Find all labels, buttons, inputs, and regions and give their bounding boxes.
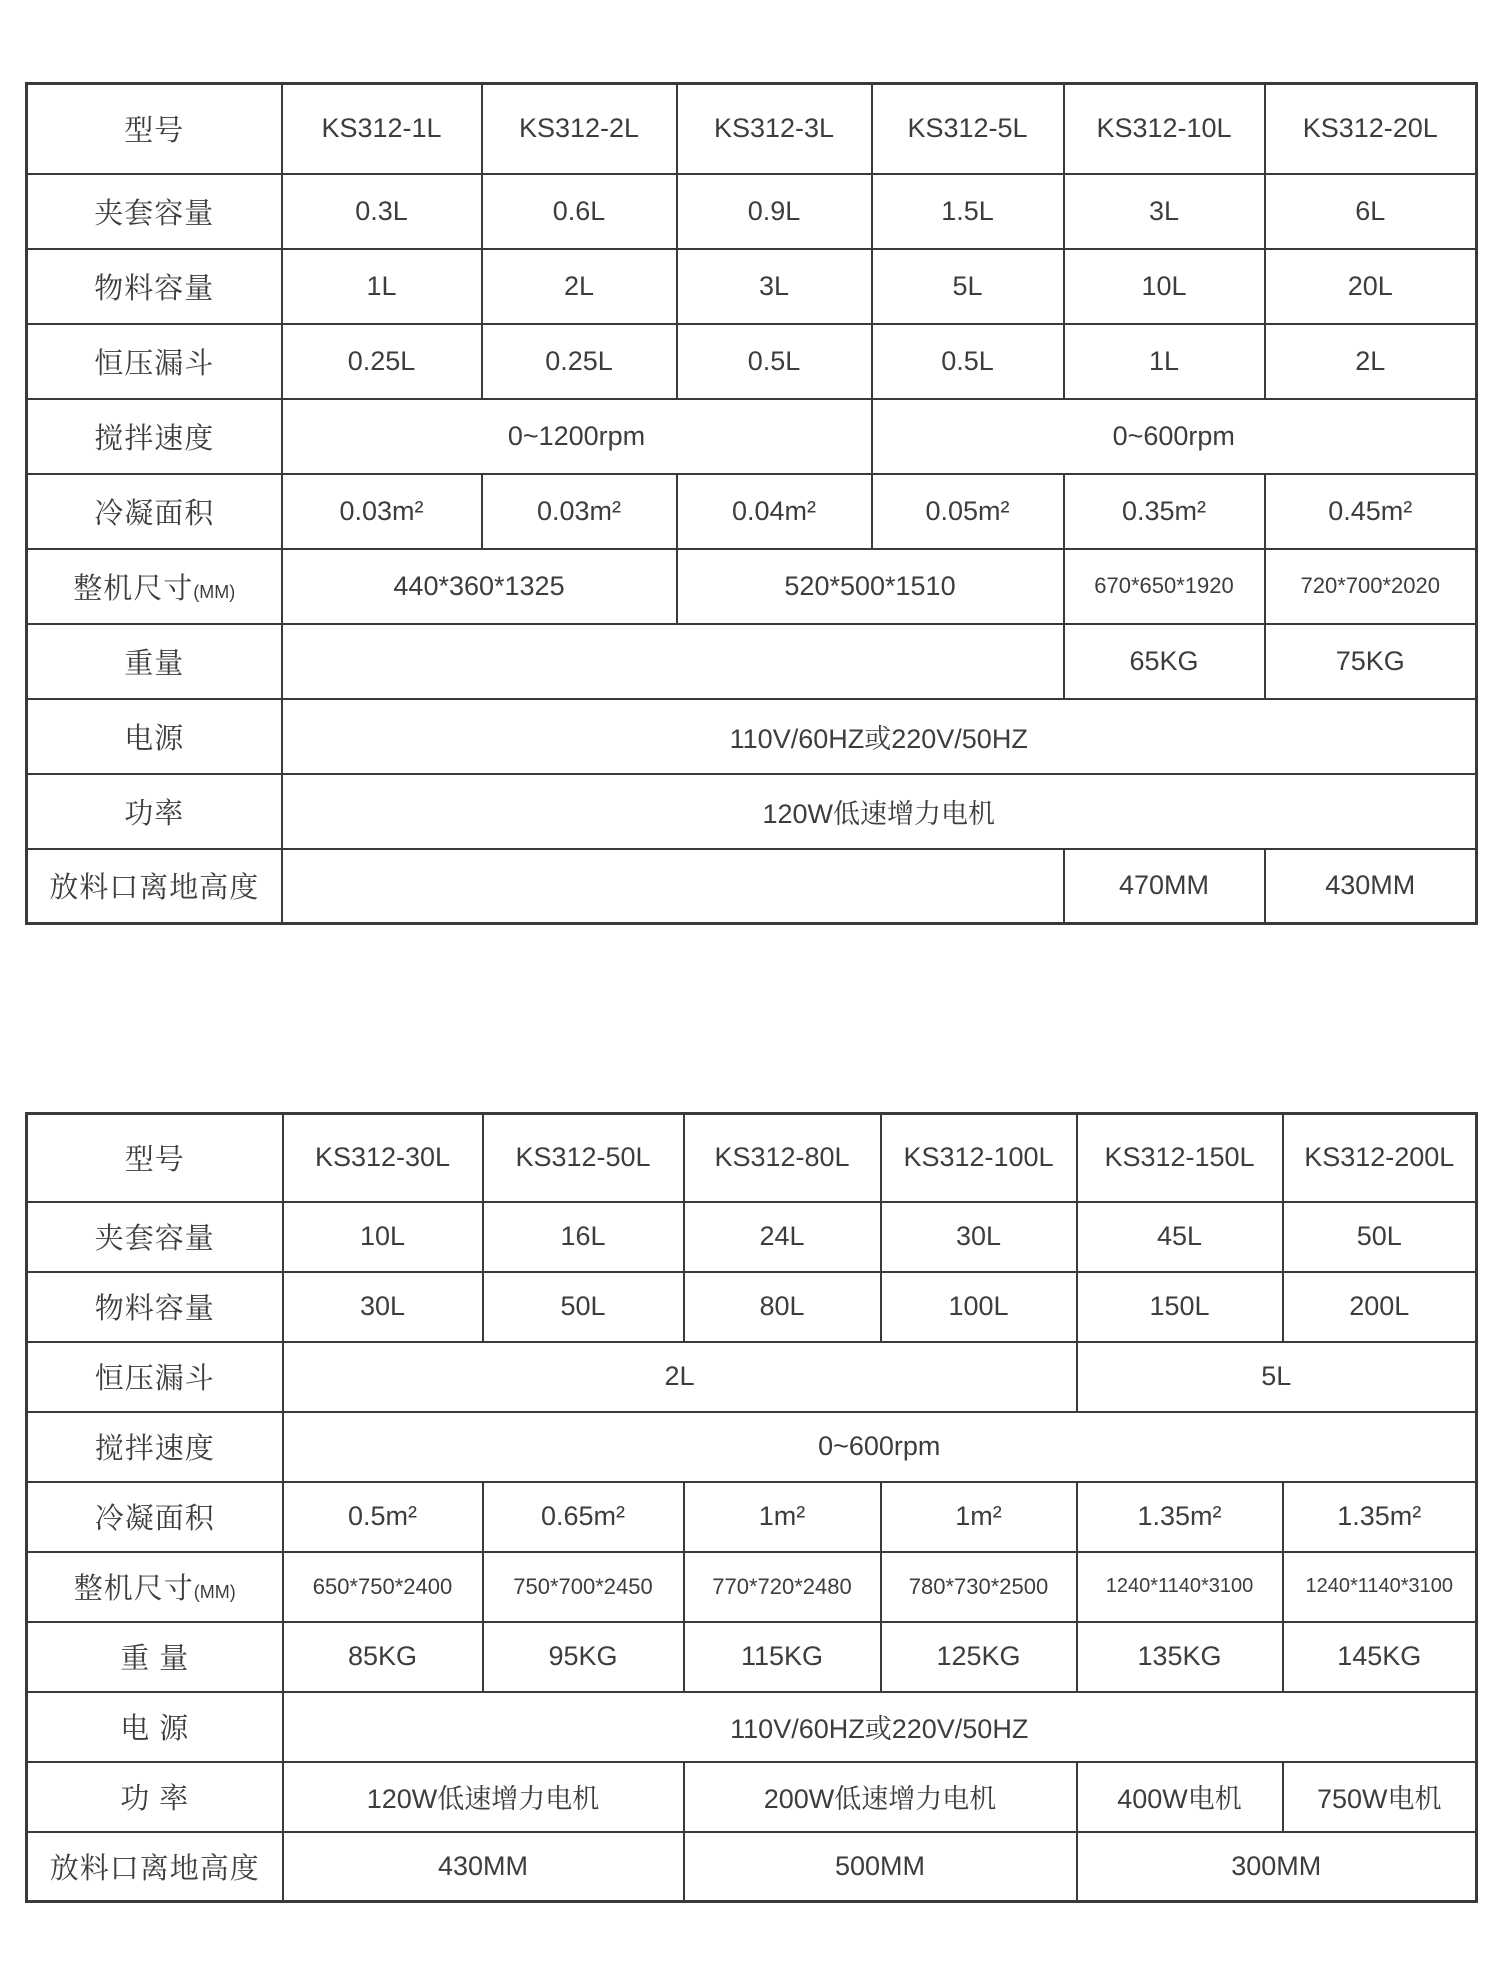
spec-value-cell: 120W低速增力电机 bbox=[283, 1762, 684, 1832]
model-header-cell: KS312-50L bbox=[483, 1114, 684, 1202]
spec-value-cell: 16L bbox=[483, 1202, 684, 1272]
spec-value-cell: 24L bbox=[684, 1202, 881, 1272]
row-label: 物料容量 bbox=[27, 249, 282, 324]
spec-value-cell: 100L bbox=[881, 1272, 1077, 1342]
spec-value-cell: 500MM bbox=[684, 1832, 1077, 1902]
row-label: 电源 bbox=[27, 699, 282, 774]
spec-value-cell: 1.35m² bbox=[1077, 1482, 1283, 1552]
spec-value-cell: 0.03m² bbox=[482, 474, 677, 549]
row-label: 电 源 bbox=[27, 1692, 283, 1762]
spec-value-cell: 0.5m² bbox=[283, 1482, 483, 1552]
spec-row bbox=[27, 1692, 1477, 1762]
spec-value-cell: 115KG bbox=[684, 1622, 881, 1692]
spec-value-cell: 50L bbox=[1283, 1202, 1477, 1272]
spec-value-cell: 1L bbox=[282, 249, 482, 324]
spec-value-cell: 400W电机 bbox=[1077, 1762, 1283, 1832]
spec-value-cell: 770*720*2480 bbox=[684, 1552, 881, 1622]
row-label: 恒压漏斗 bbox=[27, 1342, 283, 1412]
spec-row bbox=[27, 849, 1477, 924]
spec-value-cell: 2L bbox=[482, 249, 677, 324]
spec-value-cell: 110V/60HZ或220V/50HZ bbox=[283, 1692, 1477, 1762]
spec-value-cell: 750W电机 bbox=[1283, 1762, 1477, 1832]
spec-value-cell: 135KG bbox=[1077, 1622, 1283, 1692]
spec-value-cell: 300MM bbox=[1077, 1832, 1477, 1902]
spec-table-large-models bbox=[25, 1112, 1478, 1903]
spec-value-cell: 85KG bbox=[283, 1622, 483, 1692]
spec-value-cell: 0.65m² bbox=[483, 1482, 684, 1552]
model-header-cell: KS312-200L bbox=[1283, 1114, 1477, 1202]
spec-row bbox=[27, 1202, 1477, 1272]
model-header-cell: KS312-3L bbox=[677, 84, 872, 174]
spec-value-cell: 750*700*2450 bbox=[483, 1552, 684, 1622]
model-header-cell: KS312-5L bbox=[872, 84, 1064, 174]
row-label: 冷凝面积 bbox=[27, 474, 282, 549]
spec-value-cell: 45L bbox=[1077, 1202, 1283, 1272]
spec-row bbox=[27, 1832, 1477, 1902]
row-label: 冷凝面积 bbox=[27, 1482, 283, 1552]
model-header-cell: KS312-100L bbox=[881, 1114, 1077, 1202]
spec-row bbox=[27, 1272, 1477, 1342]
spec-value-cell: 1m² bbox=[881, 1482, 1077, 1552]
spec-row bbox=[27, 324, 1477, 399]
spec-row bbox=[27, 774, 1477, 849]
row-label: 搅拌速度 bbox=[27, 399, 282, 474]
spec-value-cell: 75KG bbox=[1265, 624, 1477, 699]
model-header-cell: KS312-10L bbox=[1064, 84, 1265, 174]
spec-value-cell: 0~600rpm bbox=[872, 399, 1477, 474]
spec-value-cell: 0.5L bbox=[872, 324, 1064, 399]
spec-value-cell: 120W低速增力电机 bbox=[282, 774, 1477, 849]
spec-row bbox=[27, 1552, 1477, 1622]
spec-row bbox=[27, 549, 1477, 624]
spec-value-cell: 125KG bbox=[881, 1622, 1077, 1692]
row-label: 恒压漏斗 bbox=[27, 324, 282, 399]
row-label-text: 整机尺寸 bbox=[73, 1573, 194, 1605]
spec-value-cell bbox=[282, 849, 1064, 924]
model-header-cell: KS312-30L bbox=[283, 1114, 483, 1202]
spec-value-cell: 30L bbox=[283, 1272, 483, 1342]
spec-value-cell: 470MM bbox=[1064, 849, 1265, 924]
spec-value-cell: 5L bbox=[872, 249, 1064, 324]
model-header-row bbox=[27, 1114, 1477, 1202]
spec-value-cell: 80L bbox=[684, 1272, 881, 1342]
spec-row bbox=[27, 174, 1477, 249]
spec-row bbox=[27, 474, 1477, 549]
spec-value-cell: 520*500*1510 bbox=[677, 549, 1064, 624]
row-label: 搅拌速度 bbox=[27, 1412, 283, 1482]
spec-value-cell: 1m² bbox=[684, 1482, 881, 1552]
spec-value-cell: 2L bbox=[283, 1342, 1077, 1412]
spec-value-cell: 50L bbox=[483, 1272, 684, 1342]
spec-value-cell: 95KG bbox=[483, 1622, 684, 1692]
spec-value-cell: 0.25L bbox=[282, 324, 482, 399]
spec-value-cell: 30L bbox=[881, 1202, 1077, 1272]
spec-value-cell: 5L bbox=[1077, 1342, 1477, 1412]
spec-value-cell: 430MM bbox=[1265, 849, 1477, 924]
spec-value-cell: 1.5L bbox=[872, 174, 1064, 249]
spec-value-cell: 0~600rpm bbox=[283, 1412, 1477, 1482]
spec-value-cell: 3L bbox=[1064, 174, 1265, 249]
spec-value-cell: 1L bbox=[1064, 324, 1265, 399]
spec-value-cell: 780*730*2500 bbox=[881, 1552, 1077, 1622]
spec-value-cell: 10L bbox=[283, 1202, 483, 1272]
row-label: 夹套容量 bbox=[27, 1202, 283, 1272]
spec-value-cell: 110V/60HZ或220V/50HZ bbox=[282, 699, 1477, 774]
spec-value-cell: 0~1200rpm bbox=[282, 399, 872, 474]
spec-value-cell: 3L bbox=[677, 249, 872, 324]
spec-value-cell: 20L bbox=[1265, 249, 1477, 324]
spec-value-cell: 670*650*1920 bbox=[1064, 549, 1265, 624]
model-header-cell: KS312-1L bbox=[282, 84, 482, 174]
row-label bbox=[27, 1552, 283, 1622]
spec-value-cell: 2L bbox=[1265, 324, 1477, 399]
spec-value-cell: 150L bbox=[1077, 1272, 1283, 1342]
spec-value-cell: 200W低速增力电机 bbox=[684, 1762, 1077, 1832]
spec-row bbox=[27, 1622, 1477, 1692]
spec-row bbox=[27, 699, 1477, 774]
row-label: 重 量 bbox=[27, 1622, 283, 1692]
spec-value-cell: 440*360*1325 bbox=[282, 549, 677, 624]
spec-value-cell: 720*700*2020 bbox=[1265, 549, 1477, 624]
row-label-text: 整机尺寸 bbox=[73, 572, 194, 605]
row-label: 重量 bbox=[27, 624, 282, 699]
spec-value-cell: 0.3L bbox=[282, 174, 482, 249]
spec-row bbox=[27, 249, 1477, 324]
spec-value-cell: 0.45m² bbox=[1265, 474, 1477, 549]
spec-value-cell: 0.04m² bbox=[677, 474, 872, 549]
spec-row bbox=[27, 1412, 1477, 1482]
spec-value-cell bbox=[282, 624, 1064, 699]
spec-value-cell: 65KG bbox=[1064, 624, 1265, 699]
spec-table-small-models bbox=[25, 82, 1478, 925]
spec-value-cell: 1.35m² bbox=[1283, 1482, 1477, 1552]
spec-value-cell: 0.05m² bbox=[872, 474, 1064, 549]
spec-value-cell: 1240*1140*3100 bbox=[1077, 1552, 1283, 1622]
spec-row bbox=[27, 1762, 1477, 1832]
spec-value-cell: 10L bbox=[1064, 249, 1265, 324]
row-label: 型号 bbox=[27, 1114, 283, 1202]
spec-value-cell: 0.9L bbox=[677, 174, 872, 249]
spec-value-cell: 145KG bbox=[1283, 1622, 1477, 1692]
spec-row bbox=[27, 1342, 1477, 1412]
spec-value-cell: 0.03m² bbox=[282, 474, 482, 549]
spec-value-cell: 0.35m² bbox=[1064, 474, 1265, 549]
spec-row bbox=[27, 1482, 1477, 1552]
spec-value-cell: 200L bbox=[1283, 1272, 1477, 1342]
row-label: 功 率 bbox=[27, 1762, 283, 1832]
row-label: 夹套容量 bbox=[27, 174, 282, 249]
spec-value-cell: 0.25L bbox=[482, 324, 677, 399]
spec-row bbox=[27, 624, 1477, 699]
spec-value-cell: 1240*1140*3100 bbox=[1283, 1552, 1477, 1622]
spec-value-cell: 650*750*2400 bbox=[283, 1552, 483, 1622]
row-label: 型号 bbox=[27, 84, 282, 174]
spec-value-cell: 430MM bbox=[283, 1832, 684, 1902]
row-label: 物料容量 bbox=[27, 1272, 283, 1342]
model-header-cell: KS312-80L bbox=[684, 1114, 881, 1202]
spec-value-cell: 0.6L bbox=[482, 174, 677, 249]
row-label-unit: (MM) bbox=[193, 1582, 236, 1602]
row-label: 放料口离地高度 bbox=[27, 849, 282, 924]
spec-row bbox=[27, 399, 1477, 474]
row-label-unit: (MM) bbox=[193, 581, 236, 602]
model-header-cell: KS312-2L bbox=[482, 84, 677, 174]
spec-value-cell: 0.5L bbox=[677, 324, 872, 399]
row-label: 功率 bbox=[27, 774, 282, 849]
model-header-cell: KS312-20L bbox=[1265, 84, 1477, 174]
model-header-cell: KS312-150L bbox=[1077, 1114, 1283, 1202]
row-label bbox=[27, 549, 282, 624]
row-label: 放料口离地高度 bbox=[27, 1832, 283, 1902]
spec-value-cell: 6L bbox=[1265, 174, 1477, 249]
model-header-row bbox=[27, 84, 1477, 174]
